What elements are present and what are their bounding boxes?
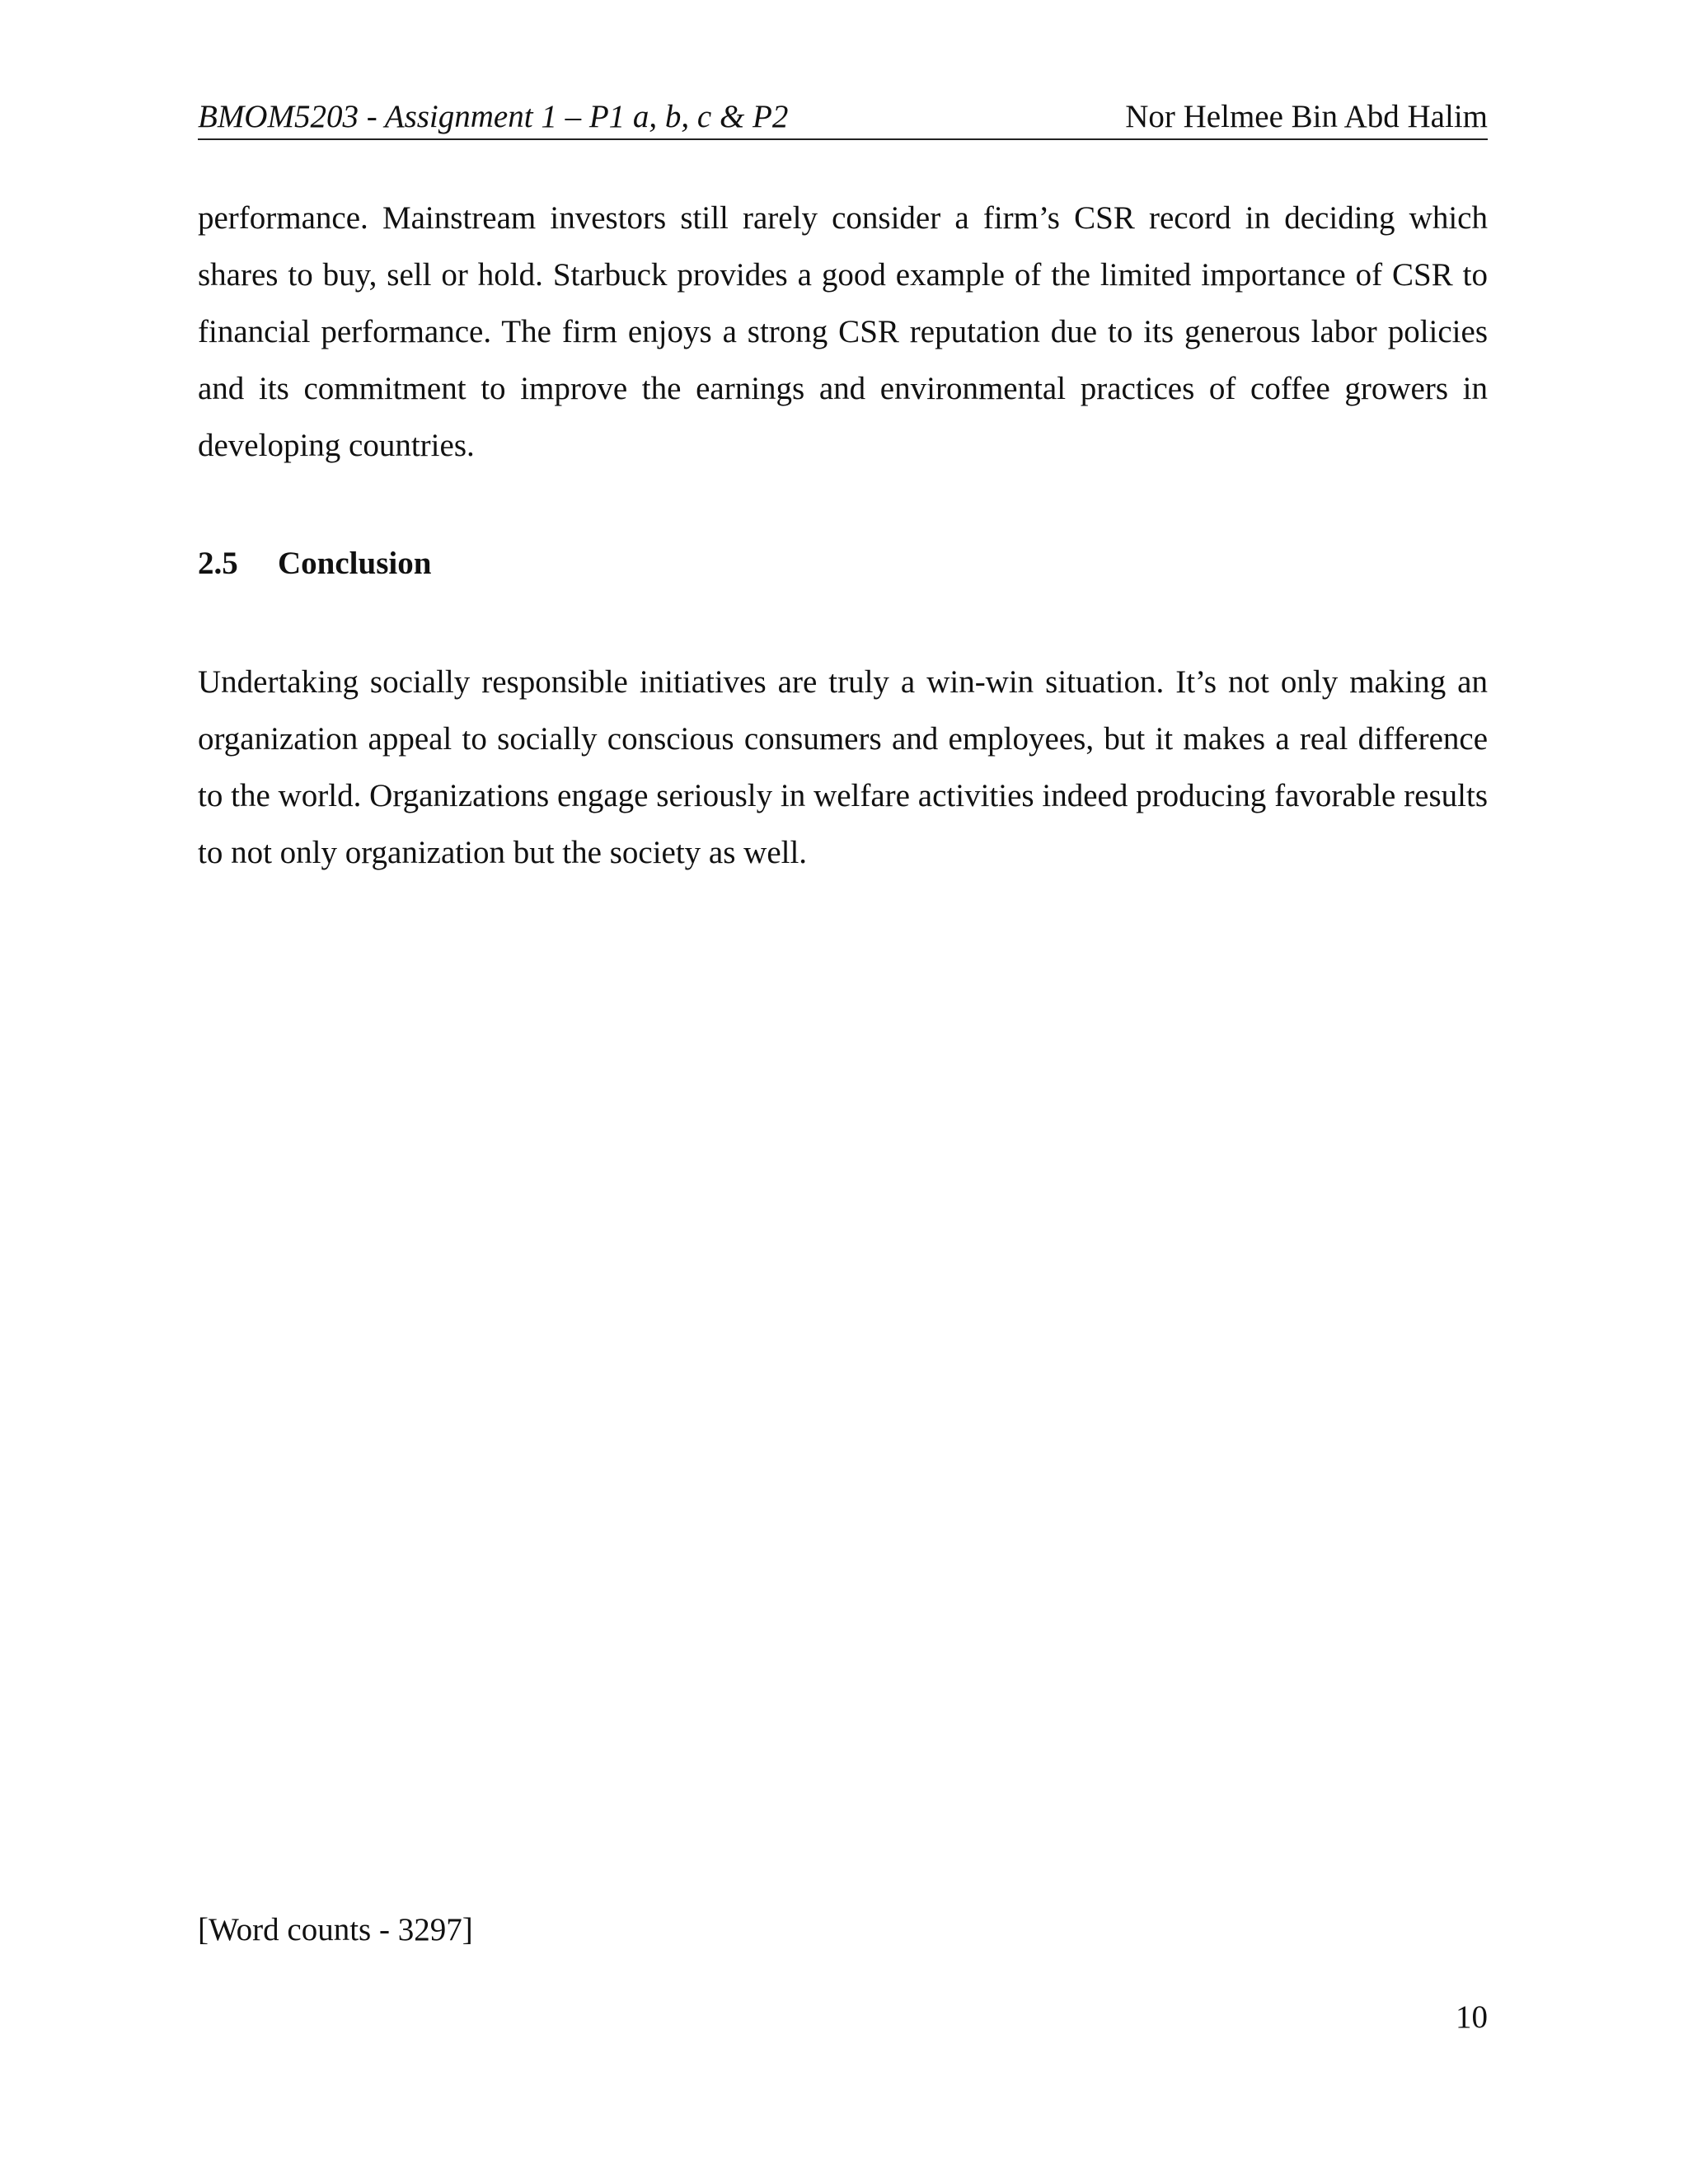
page-number: 10 xyxy=(1456,1999,1488,2035)
section-heading-conclusion xyxy=(198,544,431,583)
section-title: Conclusion xyxy=(278,546,432,581)
section-number: 2.5 xyxy=(198,546,238,581)
paragraph-conclusion: Undertaking socially responsible initiatives are truly a win-win situation. It’s not only making an organization appeal to socially conscious consumers and employees, but it makes a real difference to the world. Organizations engage seriously in welfare activities indeed producing favorable results to not only organization but the society as well. xyxy=(198,664,1488,870)
header-course-title: BMOM5203 - Assignment 1 – P1 a, b, c & P2 xyxy=(198,99,789,134)
paragraph-performance: performance. Mainstream investors still rarely consider a firm’s CSR record in deciding which shares to buy, sell or hold. Starbuck provides a good example of the limited importance of CSR to financial performance. The firm enjoys a strong CSR reputation due to its generous labor policies and its commitment to improve the earnings and environmental practices of coffee growers in developing countries. xyxy=(198,200,1488,463)
header-author-name: Nor Helmee Bin Abd Halim xyxy=(1125,99,1488,134)
page-header xyxy=(198,97,1488,140)
word-count-note: [Word counts - 3297] xyxy=(198,1912,473,1947)
